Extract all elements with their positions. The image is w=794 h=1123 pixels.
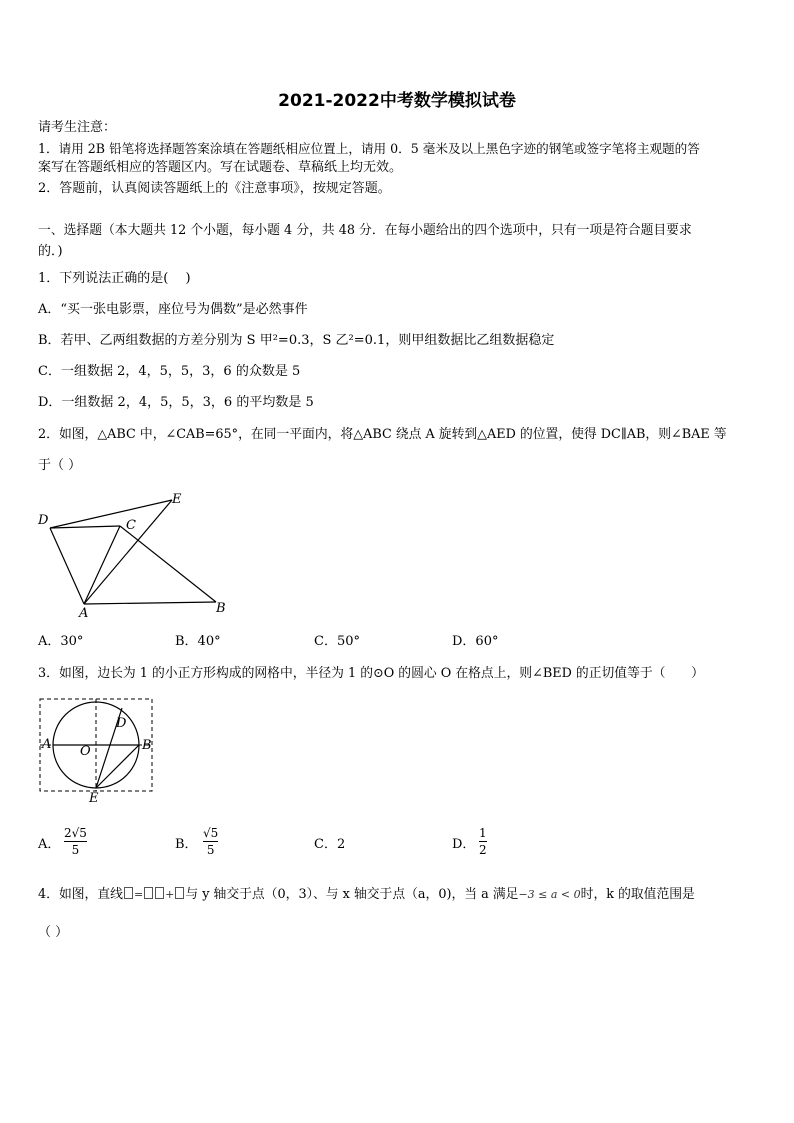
q3-option-d-fraction bbox=[479, 826, 487, 857]
q3-option-b-denominator: 5 bbox=[206, 843, 215, 857]
q2-label-c: C bbox=[126, 518, 136, 533]
q2-label-a: A bbox=[79, 606, 89, 620]
q3-option-a-prefix: A． bbox=[38, 837, 61, 852]
q2-label-b: B bbox=[216, 601, 226, 616]
q3-label-o: O bbox=[80, 744, 91, 759]
q3-option-b-numerator: √5 bbox=[203, 826, 219, 840]
q4-eq-symbol-plus: + bbox=[165, 888, 175, 901]
page-title: 2021-2022中考数学模拟试卷 bbox=[278, 91, 516, 111]
q2-option-d: D．60° bbox=[452, 634, 499, 649]
q3-option-c: C．2 bbox=[314, 837, 346, 852]
q3-option-d-prefix: D． bbox=[452, 837, 476, 852]
q3-label-a: A bbox=[42, 737, 52, 752]
q2-label-d: D bbox=[38, 513, 49, 528]
fraction-bar bbox=[64, 841, 87, 842]
q3-option-a-fraction bbox=[64, 826, 87, 857]
q2-triangle-figure bbox=[34, 488, 234, 620]
section1-heading-line2: 的．) bbox=[38, 244, 63, 259]
notice-item1-line1: 1．请用 2B 铅笔将选择题答案涂填在答题纸相应位置上，请用 0．5 毫米及以上黑色字迹的钢笔或签字笔将主观题的答 bbox=[38, 141, 700, 156]
q3-circle-grid-figure bbox=[36, 696, 160, 808]
notice-item2: 2．答题前，认真阅读答题纸上的《注意事项》，按规定答题。 bbox=[38, 181, 391, 196]
q4-prefix: 4．如图，直线 bbox=[38, 887, 123, 902]
q3-option-b-fraction bbox=[203, 826, 218, 857]
q3-label-d: D bbox=[116, 716, 127, 731]
missing-glyph-icon bbox=[124, 887, 133, 899]
q1-option-b: B．若甲、乙两组数据的方差分别为 S 甲²=0.3，S 乙²=0.1，则甲组数据比乙组数据稳定 bbox=[38, 333, 555, 348]
q4-middle: 与 y 轴交于点（0，3）、与 x 轴交于点（a，0)，当 a 满足 bbox=[185, 887, 519, 902]
q3-option-d-numerator: 1 bbox=[479, 826, 487, 840]
q1-option-a: A．“买一张电影票，座位号为偶数”是必然事件 bbox=[38, 302, 308, 317]
q2-stem-line1: 2．如图，△ABC 中，∠CAB=65°，在同一平面内，将△ABC 绕点 A 旋转到△AED 的位置，使得 DC∥AB，则∠BAE 等 bbox=[38, 427, 727, 442]
q4-suffix: 时，k 的取值范围是 bbox=[580, 887, 695, 902]
q2-option-c: C．50° bbox=[314, 634, 360, 649]
q3-option-b-prefix: B． bbox=[175, 837, 198, 852]
q2-option-a: A．30° bbox=[38, 634, 84, 649]
q4-condition: −3 ≤ a < 0 bbox=[518, 888, 581, 901]
section1-heading-line1: 一、选择题（本大题共 12 个小题，每小题 4 分，共 48 分．在每小题给出的四个选项中，只有一项是符合题目要求 bbox=[38, 223, 692, 238]
missing-glyph-icon bbox=[155, 887, 164, 899]
q1-stem: 1．下列说法正确的是( ) bbox=[38, 271, 191, 286]
q2-stem-line2: 于（ ） bbox=[38, 458, 82, 473]
q4-stem-line2: （ ） bbox=[38, 925, 69, 940]
q4-stem-line1 bbox=[38, 886, 695, 904]
q2-option-b: B．40° bbox=[175, 634, 221, 649]
q3-option-d-denominator: 2 bbox=[479, 843, 487, 857]
notice-heading: 请考生注意： bbox=[38, 120, 117, 135]
notice-item1-line2: 案写在答题纸相应的答题区内。写在试题卷、草稿纸上均无效。 bbox=[38, 160, 403, 175]
q3-label-e: E bbox=[89, 791, 99, 806]
missing-glyph-icon bbox=[175, 887, 184, 899]
q3-label-b: B bbox=[142, 738, 152, 753]
q2-label-e: E bbox=[172, 492, 182, 507]
q3-option-a-denominator: 5 bbox=[71, 843, 80, 857]
q3-stem: 3．如图，边长为 1 的小正方形构成的网格中，半径为 1 的⊙O 的圆心 O 在格点上，则∠BED 的正切值等于（ ） bbox=[38, 666, 704, 681]
fraction-bar bbox=[203, 841, 218, 842]
q4-eq-symbol-equals: = bbox=[133, 888, 144, 901]
fraction-bar bbox=[479, 841, 487, 842]
q1-option-d: D．一组数据 2，4，5，5，3，6 的平均数是 5 bbox=[38, 395, 314, 410]
q1-option-c: C．一组数据 2，4，5，5，3，6 的众数是 5 bbox=[38, 364, 301, 379]
missing-glyph-icon bbox=[144, 887, 153, 899]
q3-option-a-numerator: 2√5 bbox=[64, 826, 87, 840]
